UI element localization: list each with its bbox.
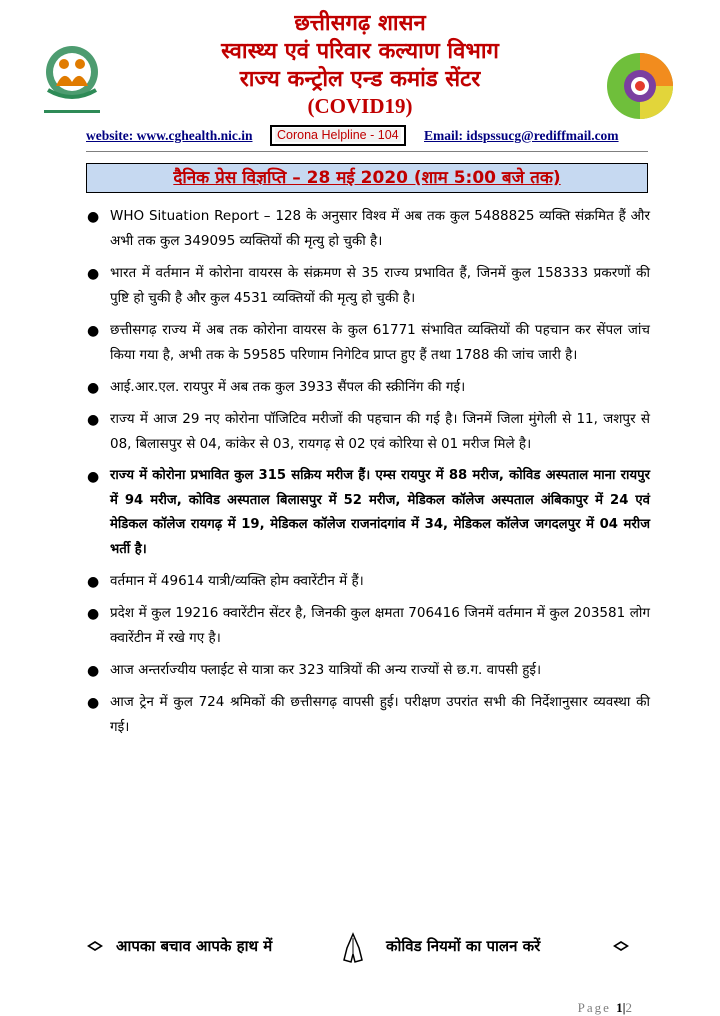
bullet-dot-icon: ● xyxy=(87,266,100,282)
helpline-box xyxy=(270,125,406,146)
bullet-dot-icon: ● xyxy=(87,663,100,679)
list-item xyxy=(86,261,650,311)
list-item xyxy=(86,318,650,368)
list-item-text: राज्य में कोरोना प्रभावित कुल 315 सक्रिय मरीज हैं। एम्स रायपुर में 88 मरीज, कोविड अस्पताल माना रायपुर में 94 मरीज, कोविड अस्पताल बिलासपुर में 52 मरीज, मेडिकल कॉलेज अस्पताल अंबिकापुर में 24 एवं मेडिकल कॉलेज रायगढ़ में 19, मेडिकल कॉलेज राजनांदगांव में 34, मेडिकल कॉलेज जगदलपुर में 04 मरीज भर्ती है। xyxy=(110,468,650,557)
bullet-dot-icon: ● xyxy=(87,209,100,225)
diamond-bullet-icon xyxy=(612,940,630,952)
list-item-text: आज ट्रेन में कुल 724 श्रमिकों की छत्तीसगढ़ वापसी हुई। परीक्षण उपरांत सभी की निर्देशानुसार व्यवस्था की गई। xyxy=(110,694,650,735)
page-label: Page xyxy=(577,1000,611,1015)
press-release-title-box xyxy=(86,163,648,193)
command-center-logo xyxy=(604,50,676,122)
page-current: 1 xyxy=(616,1000,623,1015)
email-link[interactable]: Email: idspssucg@rediffmail.com xyxy=(424,128,619,143)
bullet-dot-icon: ● xyxy=(87,412,100,428)
folded-hands-icon xyxy=(336,932,370,964)
slogan-right: कोविड नियमों का पालन करें xyxy=(386,937,541,955)
bullet-dot-icon: ● xyxy=(87,695,100,711)
bullet-dot-icon: ● xyxy=(87,323,100,339)
list-item-text: वर्तमान में 49614 यात्री/व्यक्ति होम क्वारेंटीन में हैं। xyxy=(110,573,364,589)
list-item xyxy=(86,464,650,562)
slogan-left: आपका बचाव आपके हाथ में xyxy=(116,937,273,955)
website-link[interactable]: website: www.cghealth.nic.in xyxy=(86,128,253,143)
page-number: Page 1|2 xyxy=(577,1000,634,1015)
bullet-dot-icon: ● xyxy=(87,574,100,590)
list-item-text: प्रदेश में कुल 19216 क्वारेंटीन सेंटर है, जिनकी कुल क्षमता 706416 जिनमें वर्तमान में कुल 203581 लोग क्वारेंटीन में रखे गए है। xyxy=(110,605,650,646)
list-item-text: राज्य में आज 29 नए कोरोना पॉजिटिव मरीजों की पहचान की गई है। जिनमें जिला मुंगेली से 11, जशपुर से 08, बिलासपुर से 04, कांकेर से 03, रायगढ़ से 02 एवं कोरिया से 01 मरीज मिले है। xyxy=(110,411,650,452)
bullet-dot-icon: ● xyxy=(87,469,100,485)
bullet-dot-icon: ● xyxy=(87,380,100,396)
list-item-text: आई.आर.एल. रायपुर में अब तक कुल 3933 सैंपल की स्क्रीनिंग की गई। xyxy=(110,379,466,395)
list-item xyxy=(86,204,650,254)
header-department: स्वास्थ्य एवं परिवार कल्याण विभाग xyxy=(221,39,499,64)
header-government: छत्तीसगढ़ शासन xyxy=(294,11,426,36)
list-item xyxy=(86,375,650,400)
header-divider xyxy=(86,151,648,152)
list-item xyxy=(86,658,650,683)
header-command-center: राज्य कन्ट्रोल एन्ड कमांड सेंटर xyxy=(239,67,481,92)
list-item-text: भारत में वर्तमान में कोरोना वायरस के संक्रमण से 35 राज्य प्रभावित हैं, जिनमें कुल 158333 प्रकरणों की पुष्टि हो चुकी है और कुल 4531 व्यक्तियों की मृत्यु हो चुकी है। xyxy=(110,265,650,306)
list-item-text: WHO Situation Report – 128 के अनुसार विश्व में अब तक कुल 5488825 व्यक्ति संक्रमित हैं और अभी तक कुल 349095 व्यक्तियों की मृत्यु हो चुकी है। xyxy=(110,208,650,249)
press-release-title: दैनिक प्रेस विज्ञप्ति – 28 मई 2020 (शाम 5:00 बजे तक) xyxy=(173,168,561,188)
header-covid-label: (COVID19) xyxy=(307,94,413,118)
contact-bar xyxy=(86,125,646,147)
list-item xyxy=(86,407,650,457)
helpline-text: Corona Helpline - 104 xyxy=(277,128,399,142)
list-item xyxy=(86,601,650,651)
list-item-text: आज अन्तर्राज्यीय फ्लाईट से यात्रा कर 323 यात्रियों की अन्य राज्यों से छ.ग. वापसी हुई। xyxy=(110,662,542,678)
footer-slogan xyxy=(86,932,646,962)
bullet-dot-icon: ● xyxy=(87,606,100,622)
list-item-text: छत्तीसगढ़ राज्य में अब तक कोरोना वायरस के कुल 61771 संभावित व्यक्तियों की पहचान कर सेंपल जांच किया गया है, अभी तक के 59585 परिणाम निगेटिव प्राप्त हुए हैं तथा 1788 की जांच जारी है। xyxy=(110,322,650,363)
list-item xyxy=(86,569,650,594)
bullet-list xyxy=(86,204,650,747)
diamond-bullet-icon xyxy=(86,940,104,952)
page-total: 2 xyxy=(625,1000,634,1015)
health-department-logo xyxy=(26,42,118,122)
list-item xyxy=(86,690,650,740)
